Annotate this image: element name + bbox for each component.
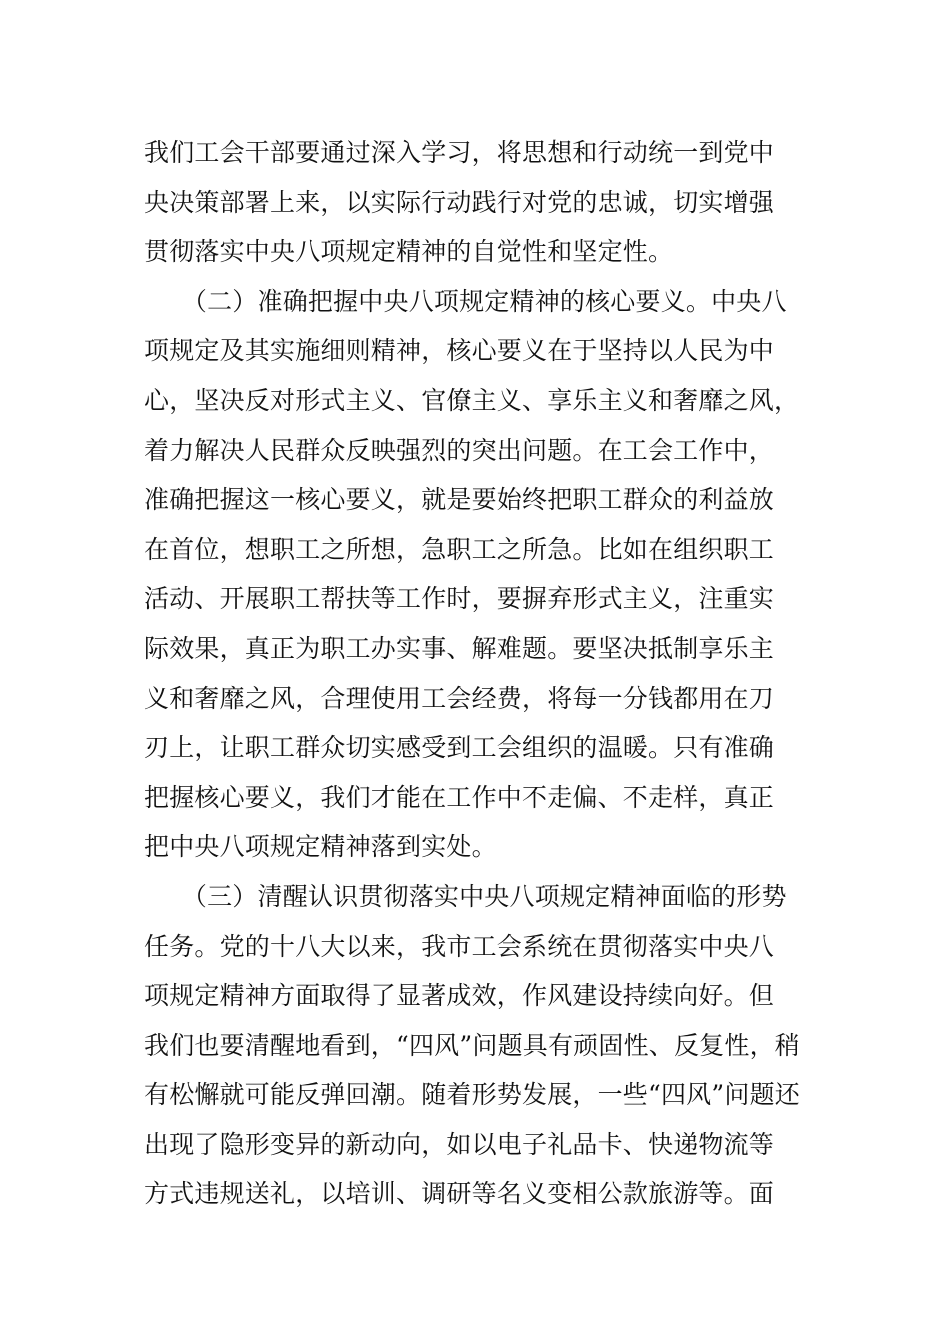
text-line: 任务。党的十八大以来，我市工会系统在贯彻落实中央八	[144, 931, 775, 961]
text-line: 把中央八项规定精神落到实处。	[144, 832, 497, 862]
text-line: 央决策部署上来，以实际行动践行对党的忠诚，切实增强	[144, 187, 775, 217]
text-line: 准确把握这一核心要义，就是要始终把职工群众的利益放	[144, 485, 775, 515]
text-line: 贯彻落实中央八项规定精神的自觉性和坚定性。	[144, 237, 674, 267]
text-line: 项规定精神方面取得了显著成效，作风建设持续向好。但	[144, 981, 775, 1011]
text-line: 有松懈就可能反弹回潮。随着形势发展，一些“四风”问题还	[144, 1080, 800, 1110]
text-line: 方式违规送礼，以培训、调研等名义变相公款旅游等。面	[144, 1179, 775, 1209]
text-line: 在首位，想职工之所想，急职工之所急。比如在组织职工	[144, 534, 775, 564]
paragraph-3-heading-line: （三）清醒认识贯彻落实中央八项规定精神面临的形势	[144, 881, 787, 911]
text-line: 我们也要清醒地看到，“四风”问题具有顽固性、反复性，稍	[144, 1030, 800, 1060]
text-line: 际效果，真正为职工办实事、解难题。要坚决抵制享乐主	[144, 633, 775, 663]
text-line: 心，坚决反对形式主义、官僚主义、享乐主义和奢靡之风，	[144, 385, 800, 415]
text-line: 我们工会干部要通过深入学习，将思想和行动统一到党中	[144, 138, 775, 167]
text-line: 刃上，让职工群众切实感受到工会组织的温暖。只有准确	[144, 733, 775, 763]
text-line: 义和奢靡之风，合理使用工会经费，将每一分钱都用在刀	[144, 683, 775, 713]
text-line: 出现了隐形变异的新动向，如以电子礼品卡、快递物流等	[144, 1129, 775, 1159]
body-text	[144, 128, 806, 1219]
text-line: 把握核心要义，我们才能在工作中不走偏、不走样，真正	[144, 782, 775, 812]
text-line: 着力解决人民群众反映强烈的突出问题。在工会工作中，	[144, 435, 775, 465]
text-line: 项规定及其实施细则精神，核心要义在于坚持以人民为中	[144, 336, 775, 366]
paragraph-2-heading-line: （二）准确把握中央八项规定精神的核心要义。中央八	[144, 286, 787, 316]
text-line: 活动、开展职工帮扶等工作时，要摒弃形式主义，注重实	[144, 584, 775, 614]
